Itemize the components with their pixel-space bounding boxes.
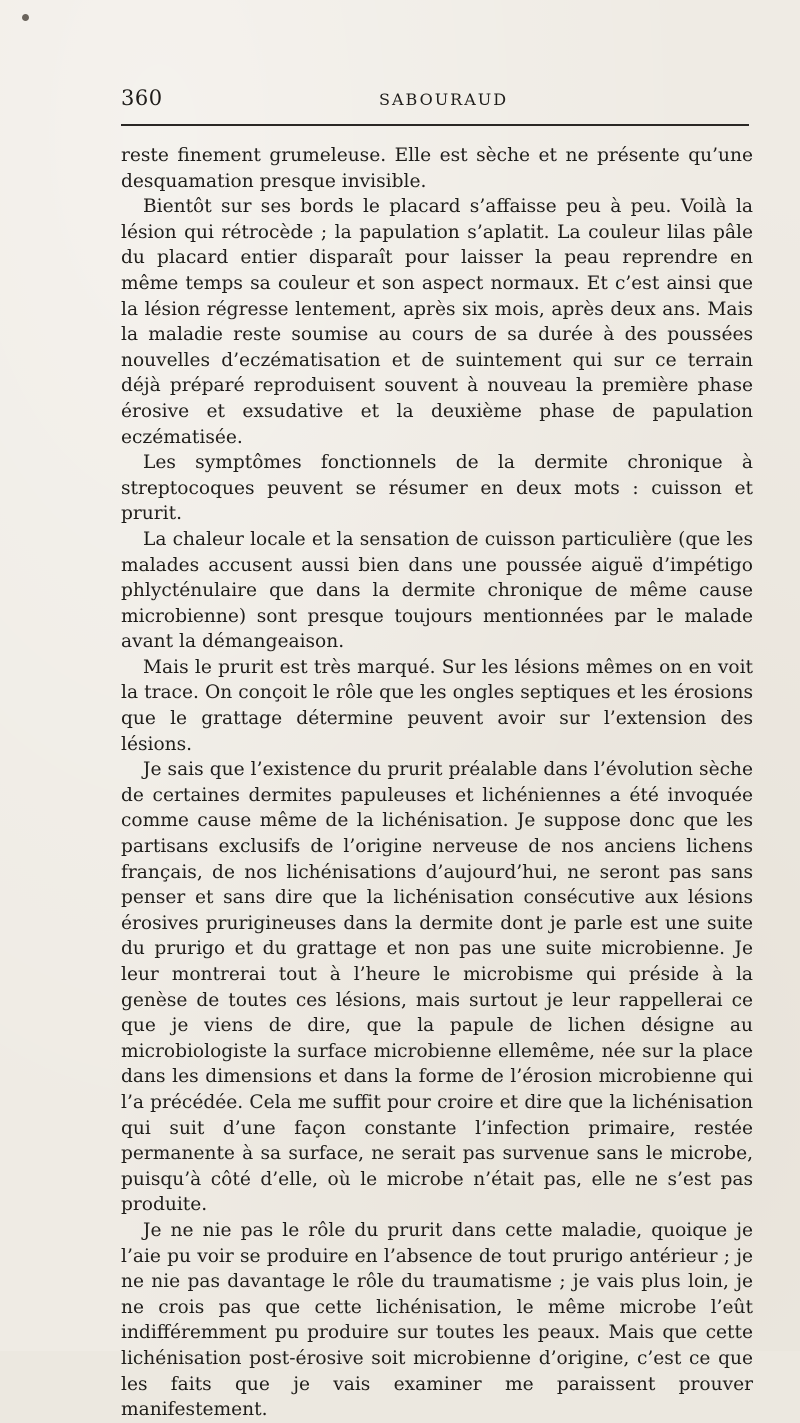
header-rule — [121, 124, 749, 126]
paragraph-3: Les symptômes fonctionnels de la dermite chronique à streptocoques peuvent se résumer en deux mots : cuisson et prurit. — [121, 452, 753, 525]
paragraph-4: La chaleur locale et la sensation de cuisson particulière (que les malades accusent aussi bien dans une poussée aiguë d’impétigo phlycténulaire que dans la dermite chronique de même cause microbienne) sont presque toujours mentionnées par le malade avant la démangeaison. — [121, 528, 753, 653]
running-head: SABOURAUD — [379, 90, 509, 109]
paragraph-1: reste finement grumeleuse. Elle est sèche et ne présente qu’une desquamation presque invisible. — [121, 145, 753, 192]
paragraph-6: Je sais que l’existence du prurit préalable dans l’évolution sèche de certaines dermites papuleuses et lichéniennes a été invoquée comme cause même de la lichénisation. Je suppose donc que les partisans exclusifs de l’origine nerveuse de nos anciens lichens français, de nos lichénisations d’aujourd’hui, ne seront pas sans penser et sans dire que la lichénisation consécutive aux lésions érosives prurigineuses dans la dermite dont je parle est une suite du prurigo et du grattage et non pas une suite microbienne. Je leur montrerai tout à l’heure le microbisme qui préside à la genèse de toutes ces lésions, mais surtout je leur rappellerai ce que je viens de dire, que la papule de lichen désigne au microbiologiste la surface microbienne ellemême, née sur la place dans les dimensions et dans la forme de l’érosion microbienne qui l’a précédée. Cela me suffit pour croire et dire que la lichénisation qui suit d’une façon constante l’infection primaire, restée permanente à sa surface, ne serait pas survenue sans le microbe, puisqu’à côté d’elle, où le microbe n’était pas, elle ne s’est pas produite. — [121, 759, 753, 1216]
paragraph-7: Je ne nie pas le rôle du prurit dans cette maladie, quoique je l’aie pu voir se produire en l’absence de tout prurigo antérieur ; je ne nie pas davantage le rôle du traumatisme ; je vais plus loin, je ne crois pas que cette lichénisation, le même microbe l’eût indifféremment pu produire sur toutes les peaux. Mais que cette lichénisation post-érosive soit microbienne d’origine, c’est ce que les faits que je vais examiner me paraissent prouver manifestement. — [121, 1219, 753, 1421]
paragraph-2: Bientôt sur ses bords le placard s’affaisse peu à peu. Voilà la lésion qui rétrocède ; la papulation s’aplatit. La couleur lilas pâle du placard entier disparaît pour laisser la peau reprendre en même temps sa couleur et son aspect normaux. Et c’est ainsi que la lésion régresse lentement, après six mois, après deux ans. Mais la maladie reste soumise au cours de sa durée à des poussées nouvelles d’eczématisation et de suintement qui sur ce terrain déjà préparé reproduisent souvent à nouveau la première phase érosive et exsudative et la deuxième phase de papulation eczématisée. — [121, 196, 753, 448]
page-number: 360 — [121, 86, 163, 110]
ink-spot — [22, 14, 29, 21]
body-text — [121, 143, 753, 1423]
paragraph-5: Mais le prurit est très marqué. Sur les lésions mêmes on en voit la trace. On conçoit le rôle que les ongles septiques et les érosions que le grattage détermine peuvent avoir sur l’extension des lésions. — [121, 656, 753, 755]
page-header — [121, 86, 749, 116]
